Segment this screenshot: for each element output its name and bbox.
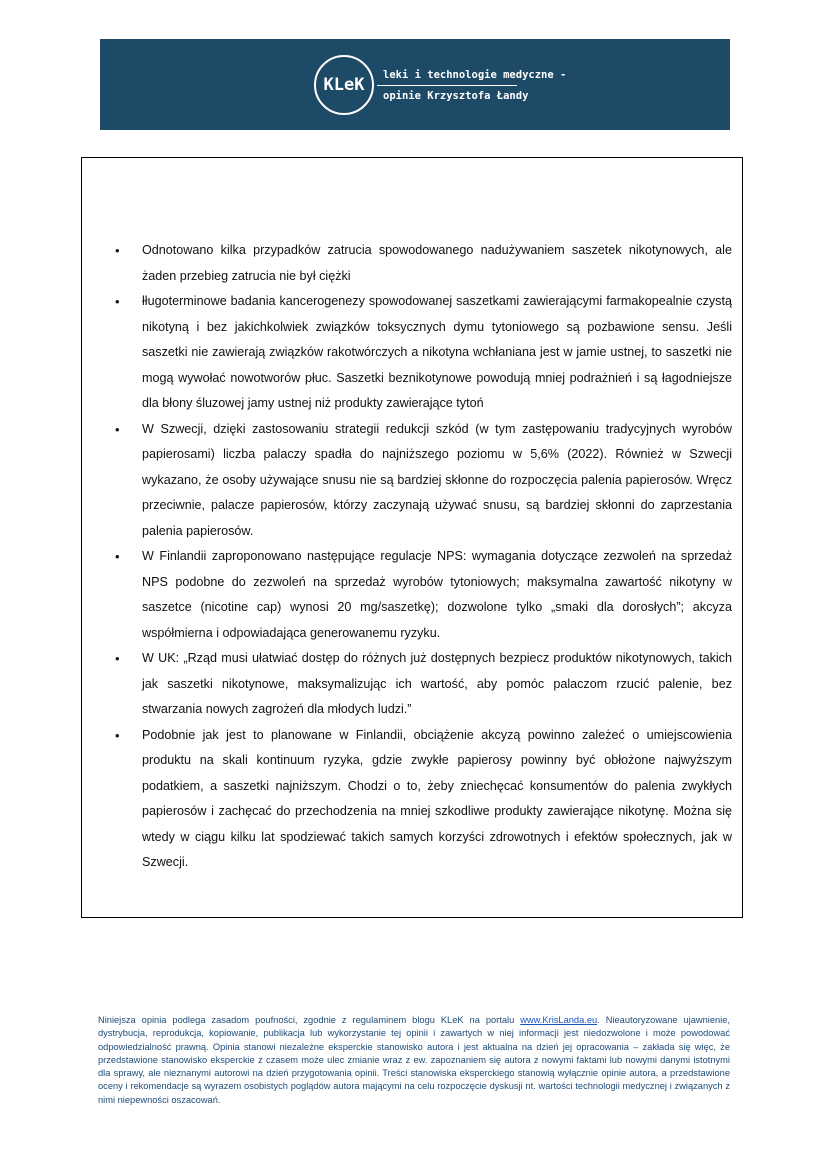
bullet-item: • W Finlandii zaproponowano następujące regulacje NPS: wymagania dotyczące zezwoleń na sprzedaż NPS podobne do zezwoleń na sprzedaż wyrobów tytoniowych; maksymalna zawartość nikotyny w saszetce (nicotine cap) wynosi 20 mg/saszetkę); dozwolone tylko „smaki dla dorosłych”; akcyza współmierna i odpowiadająca generowanemu ryzyku. bbox=[82, 544, 742, 646]
bullet-item: • Podobnie jak jest to planowane w Finlandii, obciążenie akcyzą powinno zależeć o umiejscowienia produktu na skali kontinuum ryzyka, gdzie zwykłe papierosy powinny być obłożone najwyższym podatkiem, a saszetki najniższym. Chodzi o to, żeby zniechęcać konsumentów do palenia zwykłych papierosów i zachęcać do przechodzenia na mniej szkodliwe produkty zawierające nikotynę. Można się wtedy w ciągu kilku lat spodziewać takich samych korzyści zdrowotnych i efektów społecznych, jak w Szwecji. bbox=[82, 723, 742, 876]
tagline-divider bbox=[377, 85, 517, 86]
footer-disclaimer bbox=[98, 1014, 730, 1107]
portal-link[interactable]: www.KrisLanda.eu bbox=[520, 1015, 598, 1025]
content-box bbox=[81, 157, 743, 918]
bullet-item: • W Szwecji, dzięki zastosowaniu strategii redukcji szkód (w tym zastępowaniu tradycyjnych wyrobów papierosami) liczba palaczy spadła do najniższego poziomu w 5,6% (2022). Również w Szwecji wykazano, że osoby używające snusu nie są bardziej skłonne do rozpoczęcia palenia papierosów. Wręcz przeciwnie, palacze papierosów, którzy zaczynają używać snusu, są bardziej skłonni do zaprzestania palenia papierosów. bbox=[82, 417, 742, 545]
footer-text-after-link: . Nieautoryzowane ujawnienie, dystrybucja, reprodukcja, kopiowanie, publikacja lub wykorzystanie tej opinii i zawartych w niej informacji jest niedozwolone i może powodować odpowiedzialność prawną. Opinia stanowi niezależne eksperckie stanowisko autora i jest aktualna na dzień jej opracowania – zakłada się więc, że przedstawione stanowisko eksperckie z czasem może ulec zmianie wraz z ew. zapoznaniem się autora z nowymi faktami lub nowymi danymi istotnymi dla sprawy, ale nieznanymi autorowi na dzień przygotowania opinii. Treści stanowiska eksperckiego stanowią wyłącznie opinie autora, a przedstawione oceny i rekomendacje są wyrazem osobistych poglądów autora mającymi na celu rozpoczęcie dyskusji nt. wartości technologii medycznej i związanych z nimi niepewności oszacowań. bbox=[98, 1015, 730, 1105]
bullet-list bbox=[82, 238, 742, 876]
tagline-line2: opinie Krzysztofa Łandy bbox=[383, 90, 529, 102]
footer-text-before-link: Niniejsza opinia podlega zasadom poufności, zgodnie z regulaminem blogu KLeK na portalu bbox=[98, 1015, 521, 1025]
klek-logo bbox=[314, 55, 374, 115]
logo-text: KLeK bbox=[323, 75, 365, 95]
header-banner bbox=[100, 39, 730, 130]
bullet-item: • łługoterminowe badania kancerogenezy spowodowanej saszetkami zawierającymi farmakopealnie czystą nikotyną i bez jakichkolwiek związków toksycznych dymu tytoniowego są pozbawione sensu. Jeśli saszetki nie zawierają związków rakotwórczych a nikotyna wchłaniana jest w jamie ustnej, to saszetki nie mogą wywołać nowotworów płuc. Saszetki beznikotynowe powodują mniej podrażnień i są łagodniejsze dla błony śluzowej jamy ustnej niż produkty zawierające tytoń bbox=[82, 289, 742, 417]
bullet-item: • Odnotowano kilka przypadków zatrucia spowodowanego nadużywaniem saszetek nikotynowych, ale żaden przebieg zatrucia nie był ciężki bbox=[82, 238, 742, 289]
bullet-item: • W UK: „Rząd musi ułatwiać dostęp do różnych już dostępnych bezpiecz produktów nikotynowych, takich jak saszetki nikotynowe, maksymalizując ich wartość, aby pomóc palaczom rzucić palenie, bez stwarzania nowych zagrożeń dla młodych ludzi.” bbox=[82, 646, 742, 723]
tagline-line1: leki i technologie medyczne - bbox=[383, 69, 567, 81]
